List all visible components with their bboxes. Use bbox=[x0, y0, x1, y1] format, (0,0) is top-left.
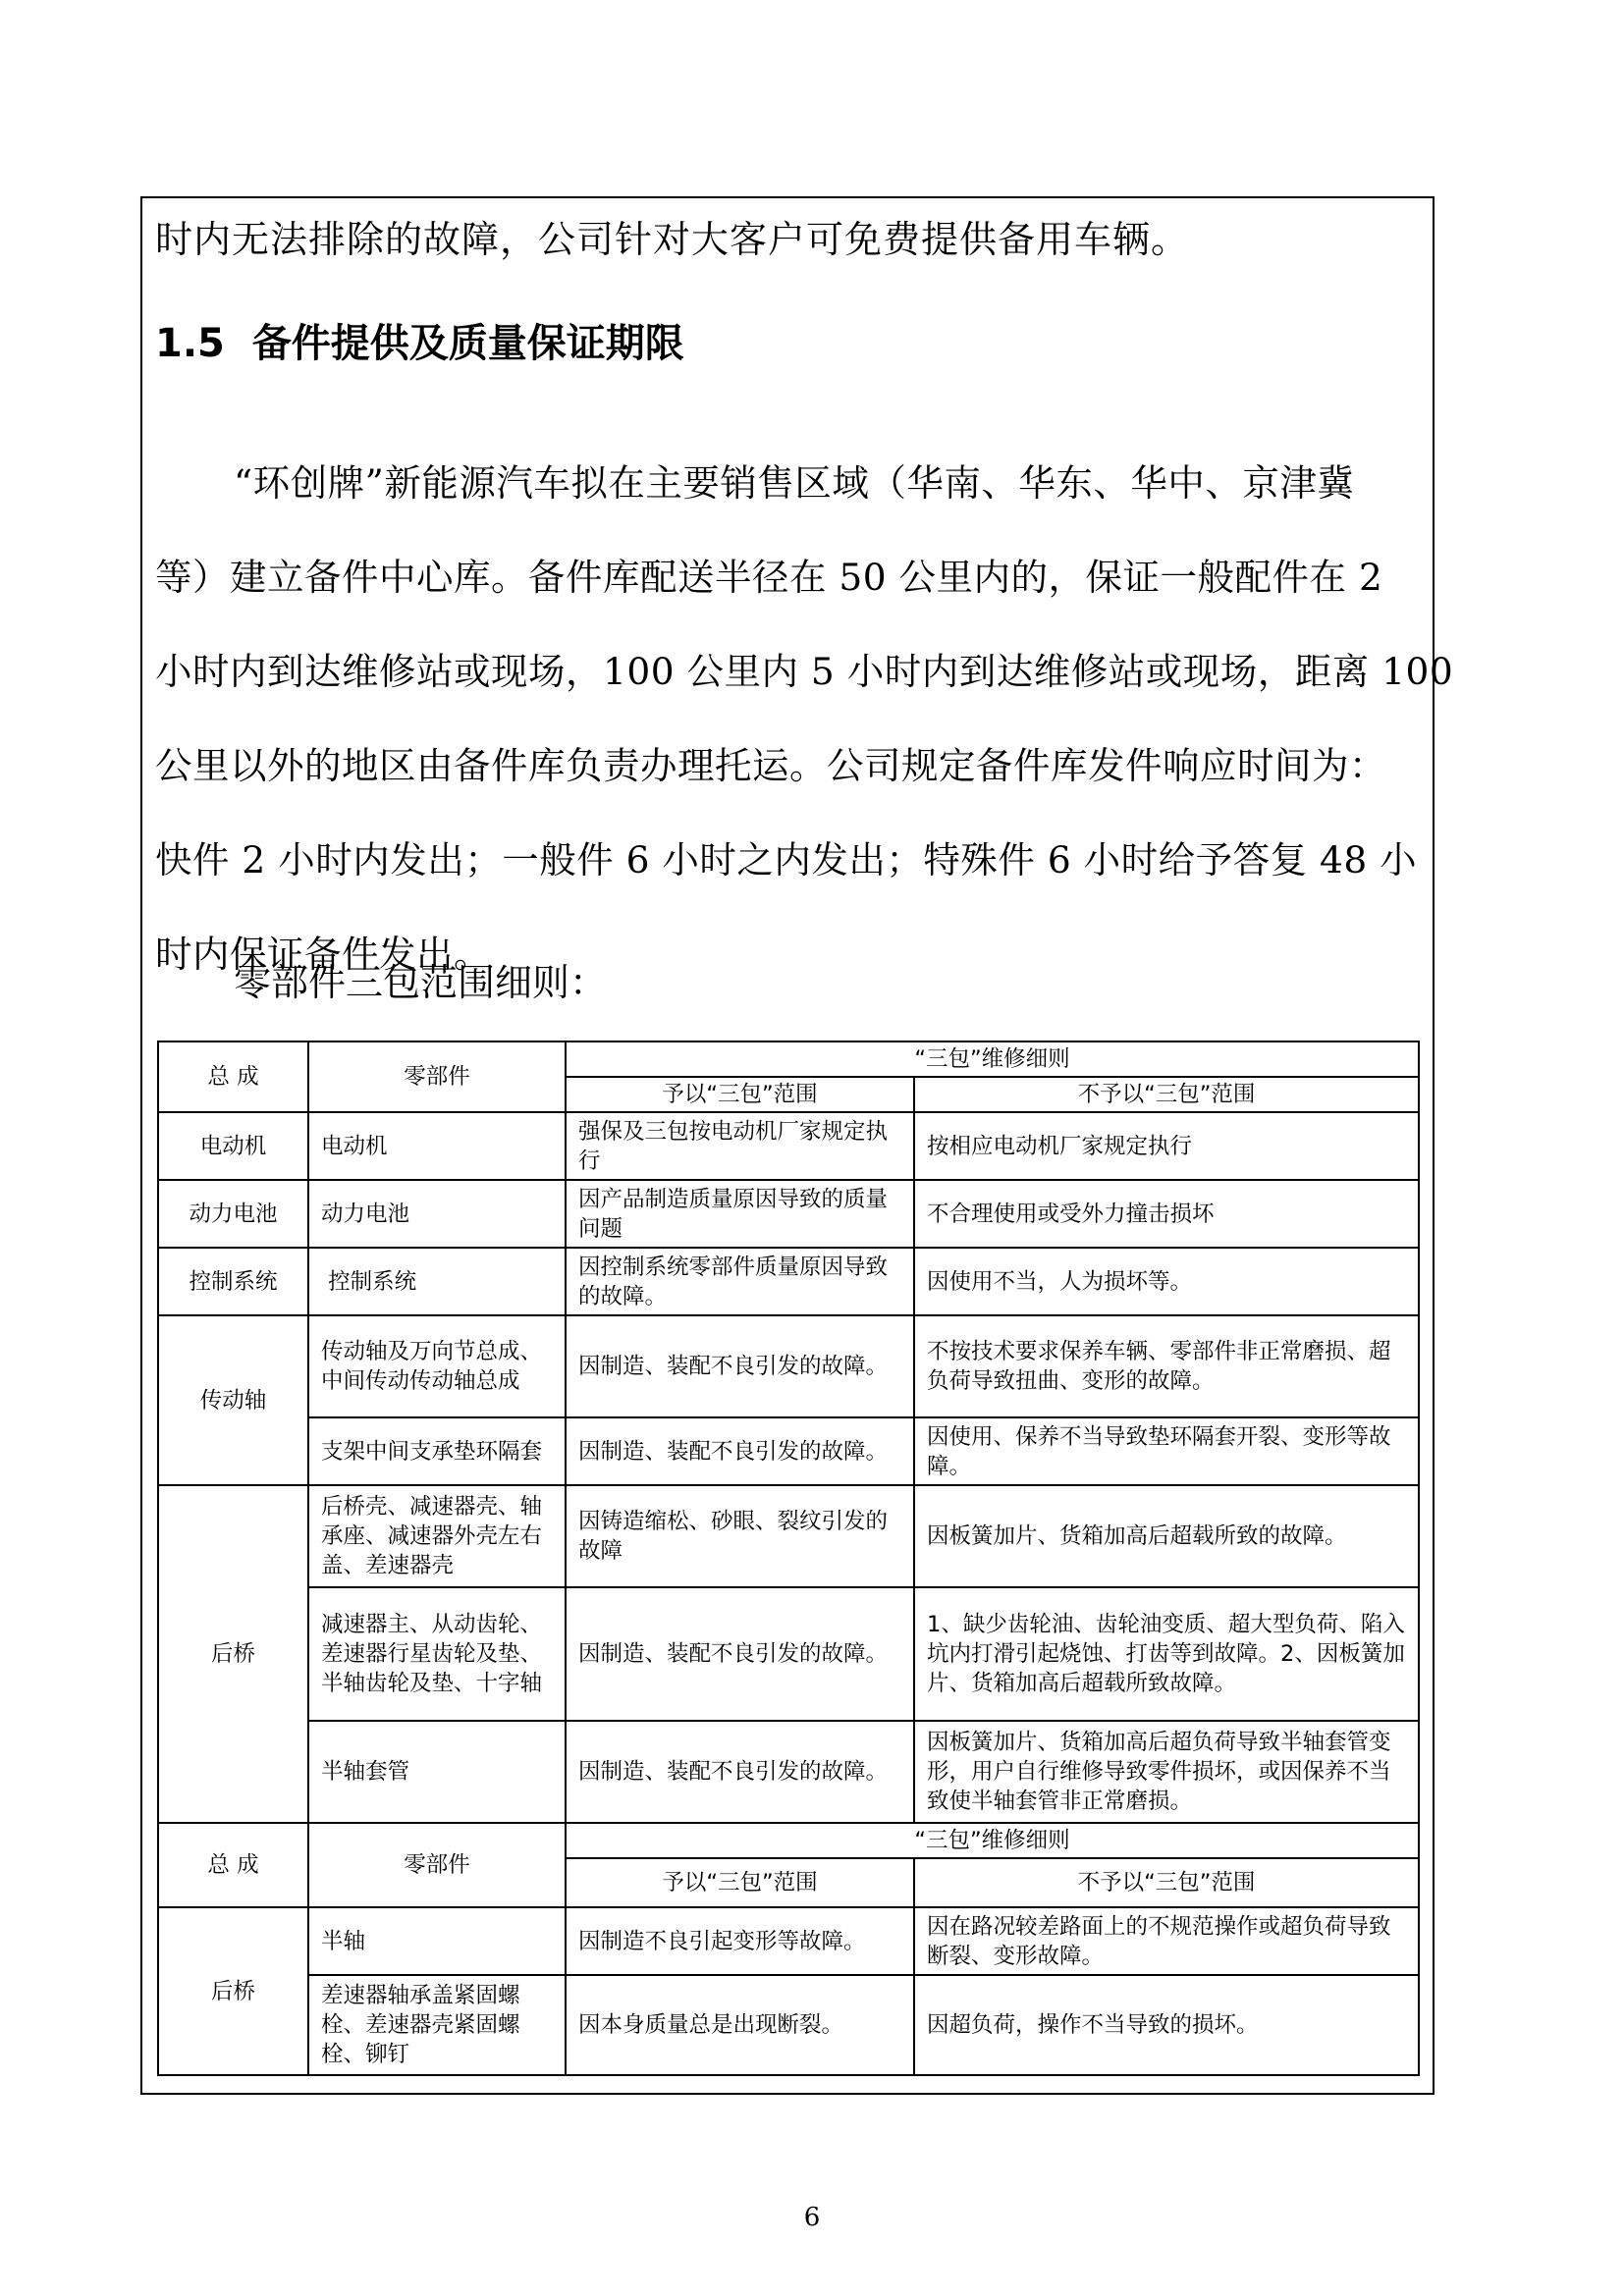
cell-not-covered: 因使用不当，人为损坏等。 bbox=[914, 1248, 1419, 1315]
cell-covered: 因本身质量总是出现断裂。 bbox=[566, 1975, 914, 2075]
cell-not-covered: 因在路况较差路面上的不规范操作或超负荷导致断裂、变形故障。 bbox=[914, 1907, 1419, 1975]
table-row bbox=[158, 1315, 1419, 1417]
cell-not-covered: 因超负荷，操作不当导致的损坏。 bbox=[914, 1975, 1419, 2075]
table-row bbox=[158, 1907, 1419, 1975]
cell-not-covered: 1、缺少齿轮油、齿轮油变质、超大型负荷、陷入坑内打滑引起烧蚀、打齿等到故障。2、因板簧加片、货箱加高后超载所致故障。 bbox=[914, 1587, 1419, 1721]
cell-covered: 强保及三包按电动机厂家规定执行 bbox=[566, 1112, 914, 1180]
cell-part: 差速器轴承盖紧固螺栓、差速器壳紧固螺栓、铆钉 bbox=[308, 1975, 566, 2075]
cell-covered: 因控制系统零部件质量原因导致的故障。 bbox=[566, 1248, 914, 1315]
header-covered: 予以“三包”范围 bbox=[566, 1077, 914, 1112]
paragraph-line: 时内保证备件发出。 bbox=[155, 933, 491, 976]
table-row bbox=[158, 1180, 1419, 1248]
cell-part: 支架中间支承垫环隔套 bbox=[308, 1417, 566, 1485]
cell-part: 半轴套管 bbox=[308, 1721, 566, 1823]
warranty-table bbox=[157, 1041, 1420, 2076]
paragraph-line: 公里以外的地区由备件库负责办理托运。公司规定备件库发件响应时间为： bbox=[155, 744, 1386, 787]
cell-not-covered: 因板簧加片、货箱加高后超载所致的故障。 bbox=[914, 1485, 1419, 1587]
table-row bbox=[158, 1112, 1419, 1180]
cell-part: 电动机 bbox=[308, 1112, 566, 1180]
header-group: “三包”维修细则 bbox=[566, 1041, 1419, 1077]
paragraph-line: 快件 2 小时内发出；一般件 6 小时之内发出；特殊件 6 小时给予答复 48 小 bbox=[155, 838, 1418, 881]
table-row bbox=[158, 1587, 1419, 1721]
cell-not-covered: 因板簧加片、货箱加高后超负荷导致半轴套管变形，用户自行维修导致零件损坏，或因保养不当致使半轴套管非正常磨损。 bbox=[914, 1721, 1419, 1823]
continuation-line: 时内无法排除的故障，公司针对大客户可免费提供备用车辆。 bbox=[155, 218, 1190, 261]
header-covered: 予以“三包”范围 bbox=[566, 1858, 914, 1907]
table-row bbox=[158, 1417, 1419, 1485]
cell-covered: 因制造、装配不良引发的故障。 bbox=[566, 1721, 914, 1823]
cell-covered: 因产品制造质量原因导致的质量问题 bbox=[566, 1180, 914, 1248]
paragraph-line: 等）建立备件中心库。备件库配送半径在 50 公里内的，保证一般配件在 2 bbox=[155, 556, 1383, 599]
cell-part: 动力电池 bbox=[308, 1180, 566, 1248]
cell-assembly: 后桥 bbox=[158, 1907, 308, 2075]
header-group: “三包”维修细则 bbox=[566, 1823, 1419, 1858]
paragraph-line: “环创牌”新能源汽车拟在主要销售区域（华南、华东、华中、京津冀 bbox=[234, 461, 1355, 505]
table-row bbox=[158, 1975, 1419, 2075]
section-title: 备件提供及质量保证期限 bbox=[251, 321, 684, 366]
cell-part: 后桥壳、减速器壳、轴承座、减速器外壳左右盖、差速器壳 bbox=[308, 1485, 566, 1587]
cell-assembly: 传动轴 bbox=[158, 1315, 308, 1485]
cell-not-covered: 不合理使用或受外力撞击损坏 bbox=[914, 1180, 1419, 1248]
cell-part: 控制系统 bbox=[308, 1248, 566, 1315]
table-row bbox=[158, 1485, 1419, 1587]
header-assembly: 总 成 bbox=[158, 1041, 308, 1112]
cell-not-covered: 不按技术要求保养车辆、零部件非正常磨损、超负荷导致扭曲、变形的故障。 bbox=[914, 1315, 1419, 1417]
table-row bbox=[158, 1721, 1419, 1823]
cell-not-covered: 因使用、保养不当导致垫环隔套开裂、变形等故障。 bbox=[914, 1417, 1419, 1485]
cell-assembly: 后桥 bbox=[158, 1485, 308, 1823]
header-part: 零部件 bbox=[308, 1041, 566, 1112]
cell-part: 减速器主、从动齿轮、差速器行星齿轮及垫、半轴齿轮及垫、十字轴 bbox=[308, 1587, 566, 1721]
page-number: 6 bbox=[803, 2203, 821, 2232]
cell-not-covered: 按相应电动机厂家规定执行 bbox=[914, 1112, 1419, 1180]
cell-assembly: 电动机 bbox=[158, 1112, 308, 1180]
header-not-covered: 不予以“三包”范围 bbox=[914, 1858, 1419, 1907]
header-part: 零部件 bbox=[308, 1823, 566, 1907]
cell-covered: 因制造、装配不良引发的故障。 bbox=[566, 1417, 914, 1485]
table-row bbox=[158, 1248, 1419, 1315]
cell-part: 传动轴及万向节总成、中间传动传动轴总成 bbox=[308, 1315, 566, 1417]
cell-covered: 因制造不良引起变形等故障。 bbox=[566, 1907, 914, 1975]
paragraph-line: 小时内到达维修站或现场，100 公里内 5 小时内到达维修站或现场，距离 100 bbox=[155, 650, 1454, 693]
cell-part: 半轴 bbox=[308, 1907, 566, 1975]
section-heading bbox=[155, 312, 684, 368]
cell-covered: 因制造、装配不良引发的故障。 bbox=[566, 1315, 914, 1417]
cell-assembly: 动力电池 bbox=[158, 1180, 308, 1248]
cell-covered: 因制造、装配不良引发的故障。 bbox=[566, 1587, 914, 1721]
cell-covered: 因铸造缩松、砂眼、裂纹引发的故障 bbox=[566, 1485, 914, 1587]
header-assembly: 总 成 bbox=[158, 1823, 308, 1907]
body-paragraph bbox=[155, 436, 1454, 1001]
section-number: 1.5 bbox=[155, 321, 225, 366]
table-caption: 零部件三包范围细则： bbox=[234, 961, 608, 1004]
cell-assembly: 控制系统 bbox=[158, 1248, 308, 1315]
header-not-covered: 不予以“三包”范围 bbox=[914, 1077, 1419, 1112]
